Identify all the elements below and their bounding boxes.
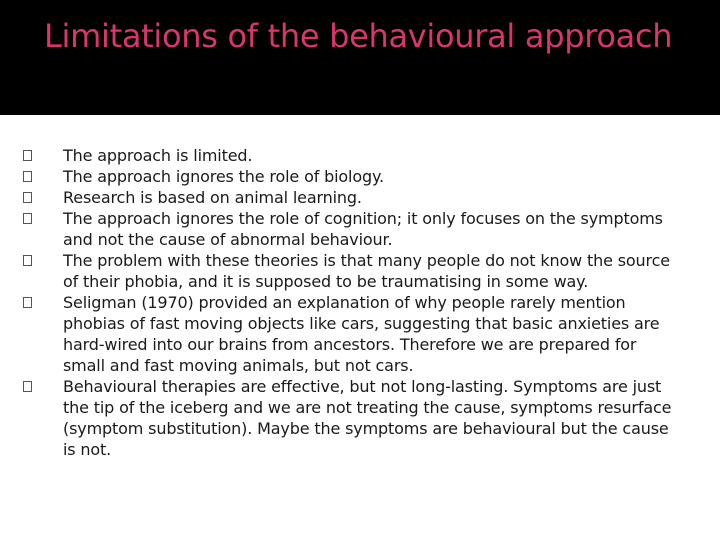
bullet-marker-icon	[23, 150, 32, 161]
bullet-item	[0, 208, 683, 250]
bullet-text: The problem with these theories is that many people do not know the source of their phobia, and it is supposed to be traumatising in some way.	[63, 251, 670, 291]
bullet-text: The approach is limited.	[63, 146, 253, 165]
bullet-marker-icon	[23, 213, 32, 224]
slide-title: Limitations of the behavioural approach	[44, 17, 673, 55]
bullet-text: Behavioural therapies are effective, but not long-lasting. Symptoms are just the tip of the iceberg and we are not treating the cause, symptoms resurface (symptom substitution). Maybe the symptoms are behavioural but the cause is not.	[63, 377, 672, 459]
bullet-marker-icon	[23, 255, 32, 266]
bullet-marker-icon	[23, 192, 32, 203]
bullet-marker-icon	[23, 381, 32, 392]
bullet-item	[0, 187, 683, 208]
bullet-item	[0, 166, 683, 187]
bullet-item	[0, 145, 683, 166]
bullet-text: Research is based on animal learning.	[63, 188, 362, 207]
bullet-item	[0, 292, 683, 376]
bullet-item	[0, 250, 683, 292]
bullet-item	[0, 376, 683, 460]
bullet-marker-icon	[23, 297, 32, 308]
bullet-text: The approach ignores the role of biology.	[63, 167, 384, 186]
bullet-text: Seligman (1970) provided an explanation of why people rarely mention phobias of fast moving objects like cars, suggesting that basic anxieties are hard-wired into our brains from ancestors. Therefore we are prepared for small and fast moving animals, but not cars.	[63, 293, 660, 375]
bullet-list	[0, 145, 720, 460]
bullet-text: The approach ignores the role of cognition; it only focuses on the symptoms and not the cause of abnormal behaviour.	[63, 209, 663, 249]
bullet-marker-icon	[23, 171, 32, 182]
title-bar	[0, 0, 720, 115]
